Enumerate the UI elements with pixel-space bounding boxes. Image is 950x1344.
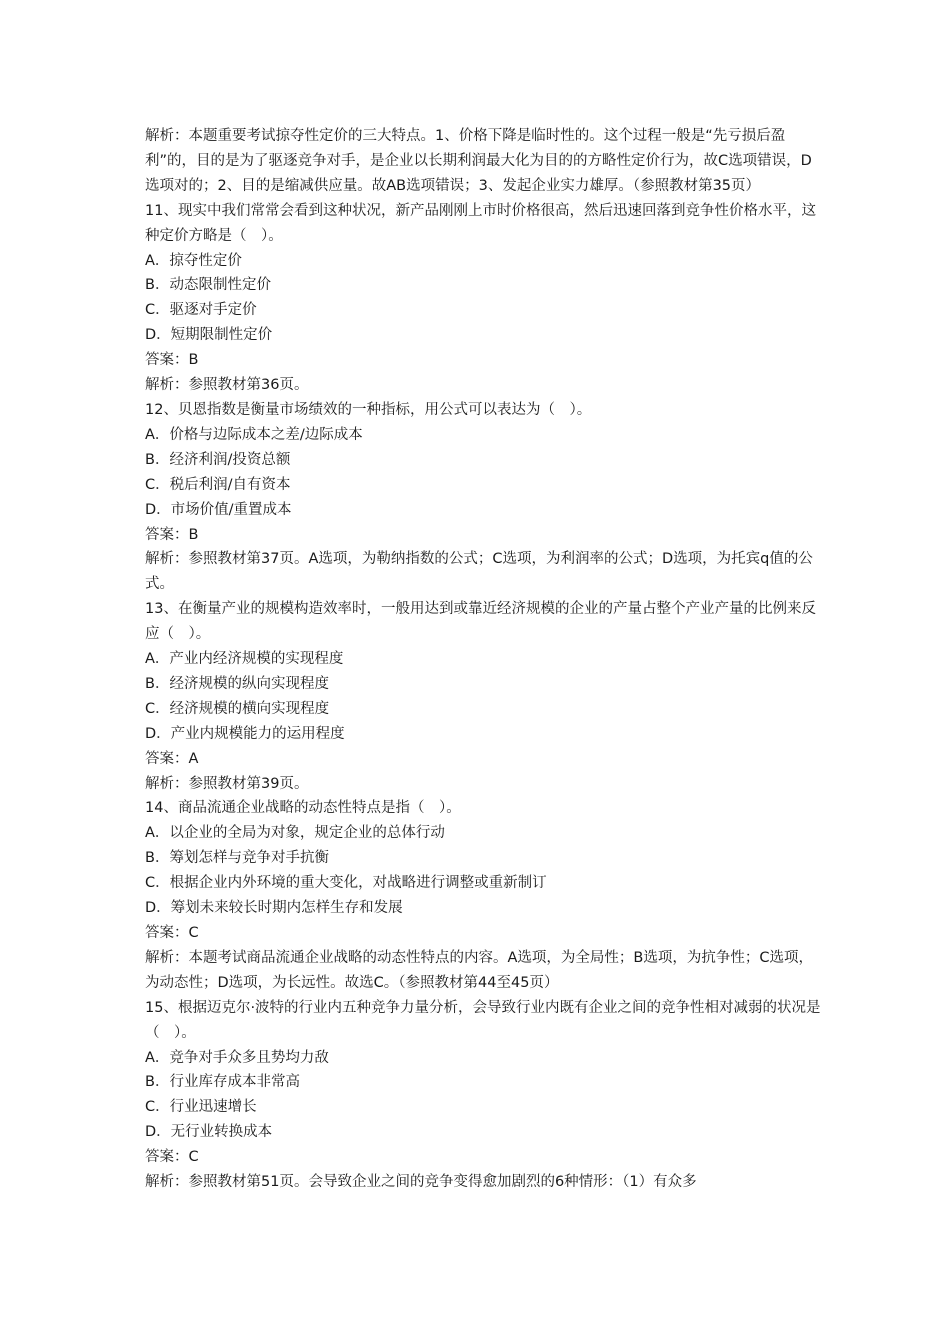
answer: 答案：A [145, 750, 199, 767]
explanation: 解析：参照教材第39页。 [145, 775, 309, 792]
option-b: B．经济利润/投资总额 [145, 451, 291, 468]
option-b: B．筹划怎样与竞争对手抗衡 [145, 850, 329, 867]
option-b: B．经济规模的纵向实现程度 [145, 675, 329, 692]
option-a: A．产业内经济规模的实现程度 [145, 651, 344, 668]
question-stem: 14、商品流通企业战略的动态性特点是指（ ）。 [145, 800, 461, 817]
question-11 [145, 199, 825, 398]
option-a: A．竞争对手众多且势均力敌 [145, 1049, 329, 1066]
option-b: B．动态限制性定价 [145, 277, 271, 294]
document-page [145, 124, 825, 1195]
question-14 [145, 796, 825, 995]
option-c: C．行业迅速增长 [145, 1099, 257, 1116]
option-d: D．产业内规模能力的运用程度 [145, 725, 345, 742]
option-d: D．市场价值/重置成本 [145, 501, 292, 518]
question-stem: 11、现实中我们常常会看到这种状况，新产品刚刚上市时价格很高，然后迅速回落到竞争性价格水平，这种定价方略是（ ）。 [145, 202, 816, 244]
answer: 答案：B [145, 352, 199, 369]
option-c: C．根据企业内外环境的重大变化，对战略进行调整或重新制订 [145, 875, 547, 892]
intro-explanation: 解析：本题重要考试掠夺性定价的三大特点。1、价格下降是临时性的。这个过程一般是“先亏损后盈利”的，目的是为了驱逐竞争对手，是企业以长期利润最大化为目的的方略性定价行为，故C选项错误，D选项对的；2、目的是缩减供应量。故AB选项错误；3、发起企业实力雄厚。（参照教材第35页） [145, 128, 812, 194]
question-stem: 12、贝恩指数是衡量市场绩效的一种指标，用公式可以表达为（ ）。 [145, 401, 592, 418]
option-c: C．驱逐对手定价 [145, 302, 257, 319]
option-a: A．以企业的全局为对象，规定企业的总体行动 [145, 825, 445, 842]
explanation: 解析：本题考试商品流通企业战略的动态性特点的内容。A选项，为全局性；B选项，为抗争性；C选项，为动态性；D选项，为长远性。故选C。（参照教材第44至45页） [145, 949, 813, 991]
answer: 答案：C [145, 925, 199, 941]
answer: 答案：C [145, 1149, 199, 1166]
question-stem: 15、根据迈克尔·波特的行业内五种竞争力量分析，会导致行业内既有企业之间的竞争性相对减弱的状况是（ ）。 [145, 999, 821, 1041]
explanation: 解析：参照教材第51页。会导致企业之间的竞争变得愈加剧烈的6种情形：（1）有众多 [145, 1174, 697, 1191]
question-13 [145, 597, 825, 796]
option-a: A．价格与边际成本之差/边际成本 [145, 426, 363, 443]
option-a: A．掠夺性定价 [145, 252, 242, 269]
explanation: 解析：参照教材第37页。A选项，为勒纳指数的公式；C选项，为利润率的公式；D选项，为托宾q值的公式。 [145, 551, 813, 593]
option-c: C．经济规模的横向实现程度 [145, 700, 330, 717]
option-b: B．行业库存成本非常高 [145, 1074, 300, 1091]
explanation: 解析：参照教材第36页。 [145, 377, 309, 394]
question-stem: 13、在衡量产业的规模构造效率时，一般用达到或靠近经济规模的企业的产量占整个产业产量的比例来反应（ ）。 [145, 601, 816, 643]
answer: 答案：B [145, 526, 199, 543]
question-15 [145, 996, 825, 1195]
question-12 [145, 398, 825, 597]
option-c: C．税后利润/自有资本 [145, 476, 291, 493]
option-d: D．无行业转换成本 [145, 1124, 273, 1141]
option-d: D．短期限制性定价 [145, 327, 273, 344]
option-d: D．筹划未来较长时期内怎样生存和发展 [145, 900, 403, 917]
